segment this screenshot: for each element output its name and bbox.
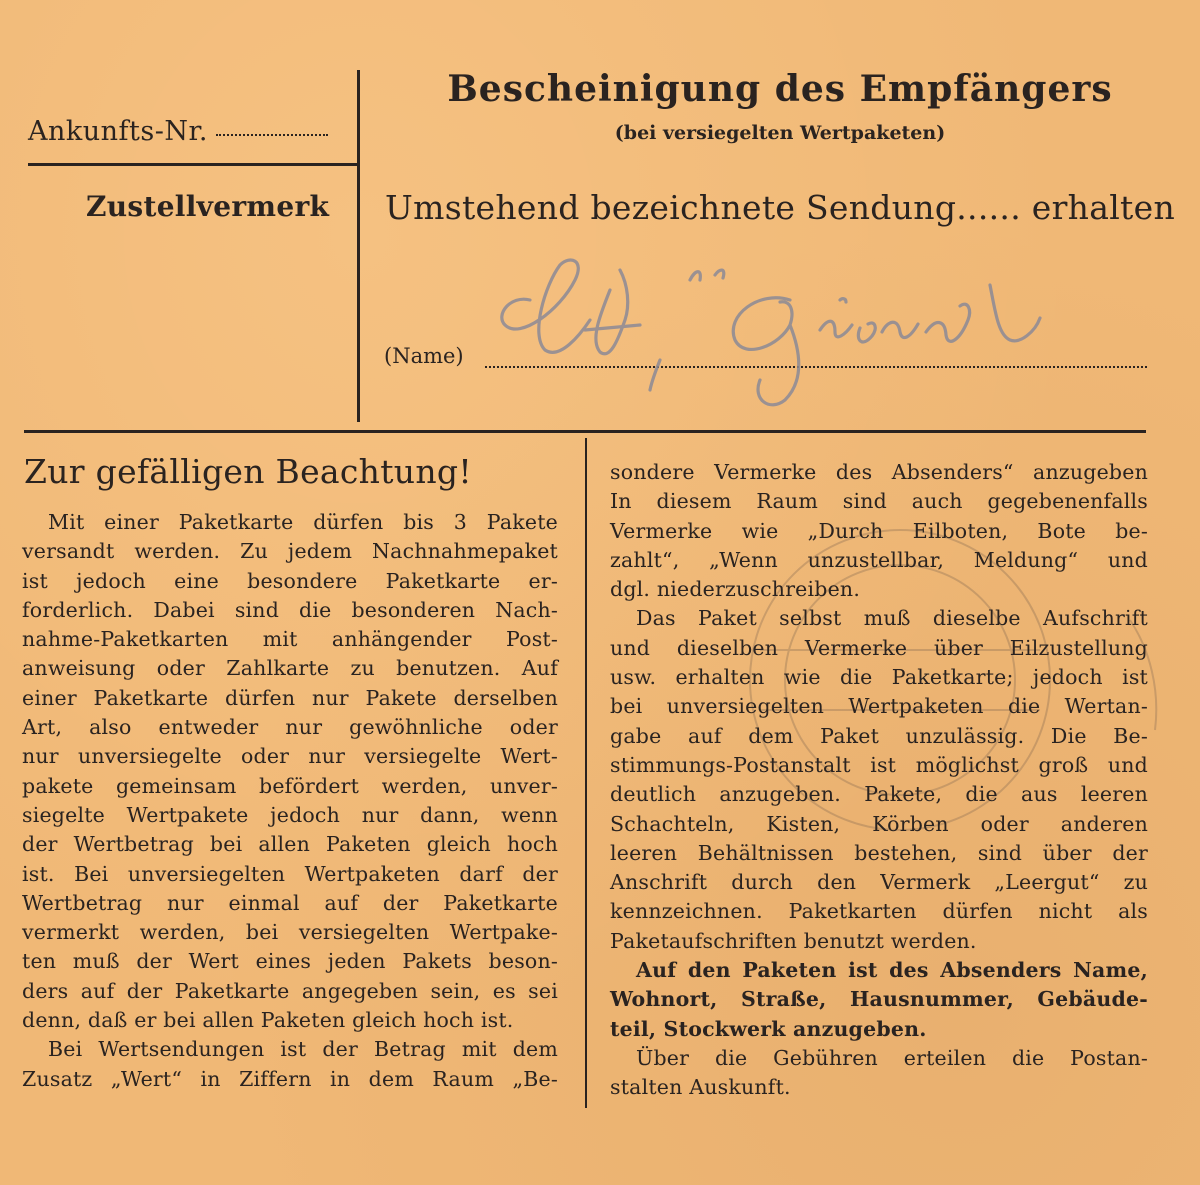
notice-line: Wertbetrag nur einmal auf der Paketkarte — [22, 890, 558, 915]
notice-line: gabe auf dem Paket unzulässig. Die Be- — [610, 723, 1148, 748]
notice-line: usw. erhalten wie die Paketkarte; jedoch ist — [610, 665, 1148, 690]
notice-line: Vermerke wie „Durch Eilboten, Bote be- — [610, 518, 1148, 543]
notice-right-column — [610, 458, 1148, 1103]
notice-line: Das Paket selbst muß dieselbe Aufschrift — [636, 606, 1148, 631]
notice-line: nur unversiegelte oder nur versiegelte Wert- — [22, 744, 558, 769]
notice-line: zahlt“, „Wenn unzustellbar, Meldung“ und — [610, 547, 1148, 572]
notice-line: vermerkt werden, bei versiegelten Wertpake- — [22, 920, 558, 945]
notice-line: leeren Behältnissen bestehen, sind über der — [610, 840, 1148, 865]
notice-left-column — [22, 508, 558, 1094]
notice-line: Auf den Paketen ist des Absenders Name, — [636, 958, 1148, 983]
ankunft-field — [28, 116, 358, 147]
ankunft-label: Ankunfts-Nr. — [28, 116, 208, 147]
notice-line: Art, also entweder nur gewöhnliche oder — [22, 715, 558, 740]
receipt-subtitle: (bei versiegelten Wertpaketen) — [614, 122, 946, 144]
receipt-statement: Umstehend bezeichnete Sendung...... erhalten — [385, 188, 1176, 227]
notice-heading: Zur gefälligen Beachtung! — [24, 452, 472, 491]
notice-line: und dieselben Vermerke über Eilzustellung — [610, 635, 1148, 660]
middle-horizontal-rule — [24, 430, 1146, 433]
notice-line: stimmungs-Postanstalt ist möglichst groß und — [610, 752, 1148, 777]
notice-line: ten muß der Wert eines jeden Pakets beson- — [22, 949, 558, 974]
notice-line: versandt werden. Zu jedem Nachnahmepaket — [22, 539, 558, 564]
notice-line: der Wertbetrag bei allen Paketen gleich hoch — [22, 832, 558, 857]
notice-line: forderlich. Dabei sind die besonderen Nach- — [22, 597, 558, 622]
notice-line: bei unversiegelten Wertpaketen die Wertan- — [610, 694, 1148, 719]
name-label: (Name) — [384, 344, 464, 368]
notice-line: nahme-Paketkarten mit anhängender Post- — [22, 627, 558, 652]
handwritten-signature — [490, 240, 1090, 410]
zustellvermerk-label: Zustellvermerk — [86, 190, 330, 223]
notice-line: Wohnort, Straße, Hausnummer, Gebäude- — [610, 987, 1148, 1012]
notice-line: siegelte Wertpakete jedoch nur dann, wenn — [22, 802, 558, 827]
notice-line: Paketaufschriften benutzt werden. — [610, 928, 977, 953]
notice-line: kennzeichnen. Paketkarten dürfen nicht als — [610, 899, 1148, 924]
notice-line: dgl. niederzuschreiben. — [610, 577, 861, 602]
ankunft-dotted-line — [216, 134, 328, 136]
notice-line: ist. Bei unversiegelten Wertpaketen darf der — [22, 861, 558, 886]
notice-line: Über die Gebühren erteilen die Postan- — [636, 1045, 1148, 1070]
notice-line: sondere Vermerke des Absenders“ anzugeben — [610, 460, 1148, 484]
ankunft-underline — [28, 163, 360, 166]
notice-line: einer Paketkarte dürfen nur Pakete derselben — [22, 685, 558, 710]
notice-line: Bei Wertsendungen ist der Betrag mit dem — [48, 1037, 558, 1062]
notice-line: Mit einer Paketkarte dürfen bis 3 Pakete — [48, 510, 558, 534]
notice-line: Zusatz „Wert“ in Ziffern in dem Raum „Be- — [22, 1066, 558, 1091]
notice-line: denn, daß er bei allen Paketen gleich hoch ist. — [22, 1008, 514, 1033]
notice-line: Anschrift durch den Vermerk „Leergut“ zu — [610, 870, 1148, 895]
notice-line: deutlich anzugeben. Pakete, die aus leeren — [610, 782, 1148, 807]
notice-line: pakete gemeinsam befördert werden, unver- — [22, 773, 558, 798]
notice-line: ders auf der Paketkarte angegeben sein, es sei — [22, 978, 558, 1003]
notice-line: ist jedoch eine besondere Paketkarte er- — [22, 568, 558, 593]
notice-line: anweisung oder Zahlkarte zu benutzen. Auf — [22, 656, 558, 681]
notice-line: Schachteln, Kisten, Körben oder anderen — [610, 811, 1148, 836]
notice-line: teil, Stockwerk anzugeben. — [610, 1016, 927, 1041]
bottom-vertical-divider — [585, 438, 587, 1108]
notice-line: In diesem Raum sind auch gegebenenfalls — [610, 489, 1148, 514]
notice-line: stalten Auskunft. — [610, 1075, 791, 1100]
receipt-title: Bescheinigung des Empfängers — [447, 68, 1113, 110]
